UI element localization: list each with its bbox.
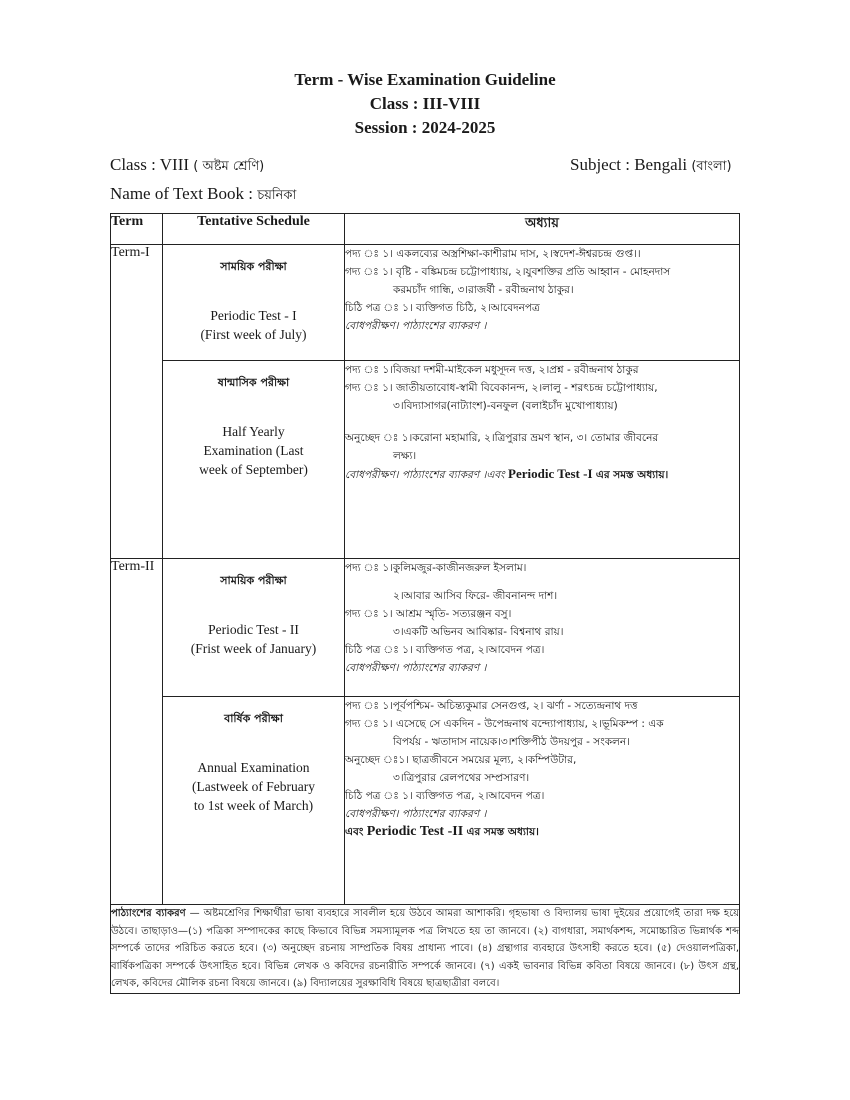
exam-name-en: Periodic Test - II [208, 622, 299, 637]
content-line: চিঠি পত্র ঃ ১। ব্যক্তিগত চিঠি, ২।আবেদনপত্র [345, 302, 540, 314]
header-term: Term [111, 214, 163, 245]
content-line: অনুচ্ছেদ ঃ ১।করোনা মহামারি, ২।ত্রিপুরার ভ্রমণ স্থান, ৩। তোমার জীবনের [345, 432, 659, 444]
content-line: গদ্য ঃ ১। এসেছে সে একদিন - উপেন্দ্রনাথ বন্দ্যোপাধ্যায়, ২।ভূমিকম্প : এক [345, 718, 664, 730]
exam-name-bn: সাময়িক পরীক্ষা [220, 574, 287, 587]
grammar-note [111, 905, 740, 994]
table-row [111, 245, 740, 361]
content-line: বিপর্যয় - ঋতাদাস নায়েক।৩।শক্তিপীঠ উদয়পুর - সংকলন। [393, 736, 630, 748]
table-row [111, 697, 740, 905]
table-row [111, 559, 740, 697]
content-line: ২।আবার আসিব ফিরে- জীবনানন্দ দাশ। [393, 590, 558, 602]
schedule-table [110, 213, 740, 994]
schedule-cell [163, 559, 345, 697]
table-header-row [111, 214, 740, 245]
exam-timing: (Frist week of January) [190, 641, 317, 656]
exam-timing: (First week of July) [200, 327, 307, 342]
class-line [110, 155, 264, 178]
schedule-cell [163, 361, 345, 559]
exam-name-en: Annual Examination [197, 760, 310, 775]
content-line: অনুচ্ছেদ ঃ১। ছাত্রজীবনে সময়ের মূল্য, ২।কম্পিউটার, [345, 754, 577, 766]
content-line: লক্ষ্য। [393, 450, 417, 462]
exam-timing: to 1st week of March) [193, 798, 314, 813]
content-line: চিঠি পত্র ঃ ১। ব্যক্তিগত পত্র, ২।আবেদন পত্র। [345, 790, 545, 802]
content-text: এর সমস্ত অধ্যায়। [466, 826, 539, 838]
exam-timing: (Lastweek of February [192, 779, 315, 794]
chapter-cell [345, 697, 740, 905]
class-bn: ( অষ্টম শ্রেণি) [193, 159, 265, 174]
content-line: বোধপরীক্ষণ। পাঠ্যাংশের ব্যাকরণ । [345, 320, 487, 332]
exam-name-bn: বার্ষিক পরীক্ষা [224, 712, 283, 725]
textbook-bn: চয়নিকা [257, 188, 297, 203]
content-text: এবং [345, 826, 364, 838]
periodic-test-ref: Periodic Test -II [366, 824, 464, 839]
content-line: পদ্য ঃ ১। একলব্যের অস্ত্রশিক্ষা-কাশীরাম দাস, ২।স্বদেশ-ঈশ্বরচন্দ্র গুপ্ত।। [345, 248, 641, 260]
content-line [345, 823, 739, 841]
class-range: Class : III-VIII [369, 94, 481, 113]
exam-name-bn: ষান্মাসিক পরীক্ষা [217, 376, 290, 389]
chapter-cell [345, 559, 740, 697]
exam-name-bn: সাময়িক পরীক্ষা [220, 260, 287, 273]
chapter-cell [345, 361, 740, 559]
document-title: Term - Wise Examination Guideline [294, 70, 556, 89]
exam-name-en: Periodic Test - I [210, 308, 297, 323]
term-label: Term-I [111, 245, 163, 559]
session: Session : 2024-2025 [354, 118, 496, 137]
textbook-line [110, 184, 296, 207]
schedule-cell [163, 697, 345, 905]
note-row [111, 905, 740, 994]
subject-label: Subject : Bengali [570, 155, 688, 174]
table-row [111, 361, 740, 559]
content-line: পদ্য ঃ ১।কুলিমজুর-কাজীনজরুল ইসলাম। [345, 562, 527, 574]
content-line [345, 465, 739, 484]
header-schedule: Tentative Schedule [163, 214, 345, 245]
exam-timing: week of September) [199, 462, 308, 477]
content-line: চিঠি পত্র ঃ ১। ব্যক্তিগত পত্র, ২।আবেদন পত্র। [345, 644, 545, 656]
content-line: বোধপরীক্ষণ। পাঠ্যাংশের ব্যাকরণ । [345, 808, 487, 820]
note-heading: পাঠ্যাংশের ব্যাকরণ [111, 908, 186, 919]
content-line: গদ্য ঃ ১। জাতীয়তাবোধ-স্বামী বিবেকানন্দ, ২।লালু - শরৎচন্দ্র চট্টোপাধ্যায়, [345, 382, 658, 394]
content-line: বোধপরীক্ষণ। পাঠ্যাংশের ব্যাকরণ । [345, 662, 487, 674]
note-text: — অষ্টমশ্রেণির শিক্ষার্থীরা ভাষা ব্যবহারে সাবলীল হয়ে উঠবে আমরা আশাকরি। গৃহভাষা ও বিদ্যালয় ভাষা দুইয়ের প্রয়োগেই তারা দক্ষ হয়ে উঠবে। তাছাড়াও—(১) পত্রিকা সম্পাদকের কাছে কিভাবে বিভিন্ন সমস্যামূলক পত্র লিখতে হয় তা জানবে। (২) বাগধারা, সমার্থকশব্দ, সমোচ্চারিত ভিন্নার্থক শব্দ সম্পর্কে তাদের পরিচিত করতে হবে। (৩) অনুচ্ছেদ রচনায় সাম্প্রতিক বিষয় প্রাধান্য পাবে। (৪) গ্রন্থাগার ব্যবহারে উৎসাহী করতে হবে। (৫) দেওয়ালপত্রিকা, বার্ষিকপত্রিকা সম্পর্কে উৎসাহিত হবে। বিভিন্ন লেখক ও কবিদের রচনারীতি সম্পর্কে জানবে। (৭) একই ভাবনার বিভিন্ন কবিতা বিষয়ে জানবে। (৮) উৎস গ্রন্থ, লেখক, কবিদের মৌলিক রচনা বিষয়ে জানবে। (৯) বিদ্যালয়ের সুরক্ষাবিধি বিষয়ে ছাত্রছাত্রীরা বলবে। [111, 908, 740, 989]
content-line: গদ্য ঃ ১। আশ্রম স্মৃতি- সত্যরঞ্জন বসু। [345, 608, 512, 620]
chapter-cell [345, 245, 740, 361]
content-line: গদ্য ঃ ১। বৃষ্টি - বঙ্কিমচন্দ্র চট্টোপাধ্যায়, ২।যুবশক্তির প্রতি আহ্বান - মোহনদাস [345, 266, 671, 278]
content-line: পদ্য ঃ ১।পূর্বপশ্চিম- অচিন্ত্যকুমার সেনগুপ্ত, ২। ঝর্ণা - সত্যেন্দ্রনাথ দত্ত [345, 700, 638, 712]
header-chapter: অধ্যায় [345, 214, 740, 245]
content-line: ৩।ত্রিপুরার রেলপথের সম্প্রসারণ। [393, 772, 530, 784]
subject-bn: (বাংলা) [691, 159, 732, 174]
periodic-test-ref: Periodic Test -I [508, 466, 593, 481]
content-line: পদ্য ঃ ১।বিজয়া দশমী-মাইকেল মধুসূদন দত্ত, ২।প্রশ্ন - রবীন্দ্রনাথ ঠাকুর [345, 364, 639, 376]
schedule-cell [163, 245, 345, 361]
class-label: Class : VIII [110, 155, 190, 174]
exam-timing: Examination (Last [203, 443, 304, 458]
textbook-label: Name of Text Book : [110, 184, 253, 203]
content-line: করমচাঁদ গান্ধি, ৩।রাজর্ষী - রবীন্দ্রনাথ ঠাকুর। [393, 284, 574, 296]
term-label: Term-II [111, 559, 163, 905]
content-text: এর সমস্ত অধ্যায়। [595, 469, 669, 481]
subject-line [570, 155, 732, 178]
content-line: ৩।একটি অভিনব আবিষ্কার- বিশ্বনাথ রায়। [393, 626, 564, 638]
content-line: ৩।বিদ্যাসাগর(নাট্যাংশ)-বনফুল (বলাইচাঁদ মুখোপাধ্যায়) [393, 400, 618, 412]
content-text: বোধপরীক্ষণ। পাঠ্যাংশের ব্যাকরণ ।এবং [345, 469, 505, 481]
exam-name-en: Half Yearly [222, 424, 285, 439]
